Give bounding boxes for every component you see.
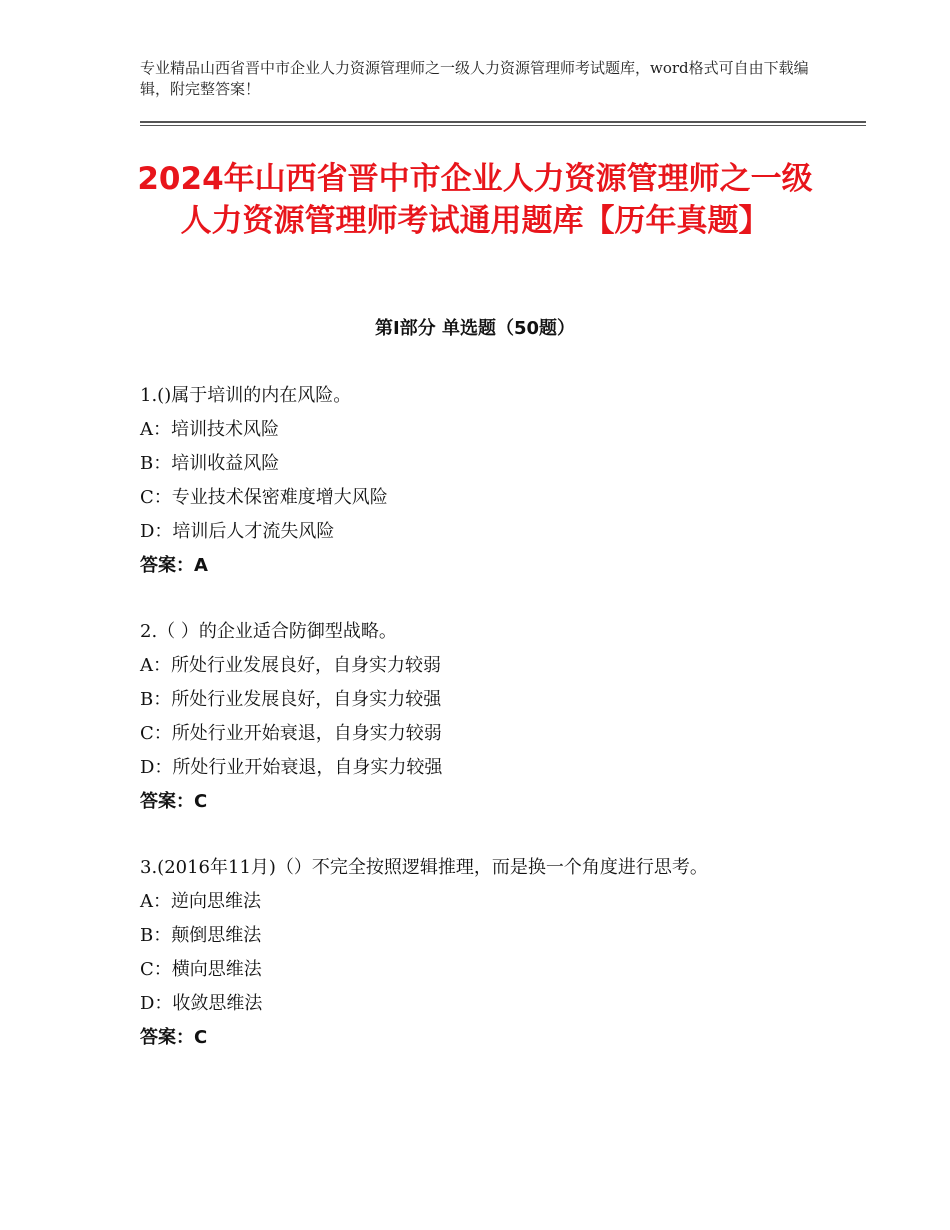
- option-a: A：所处行业发展良好，自身实力较弱: [140, 655, 441, 676]
- option-b: B：所处行业发展良好，自身实力较强: [140, 689, 442, 710]
- option-d: D：培训后人才流失风险: [140, 521, 335, 542]
- option-c: C：横向思维法: [140, 959, 262, 980]
- question-3: [140, 854, 800, 1052]
- document-title: 2024年山西省晋中市企业人力资源管理师之一级人力资源管理师考试通用题库【历年真题】: [137, 161, 813, 239]
- option-a: A：培训技术风险: [140, 419, 279, 440]
- option-a: A：逆向思维法: [140, 891, 261, 912]
- question-stem: 2.（ ）的企业适合防御型战略。: [140, 621, 397, 642]
- question-list: [140, 382, 800, 1090]
- header-note: 专业精品山西省晋中市企业人力资源管理师之一级人力资源管理师考试题库，word格式可自由下载编辑，附完整答案！: [140, 59, 809, 98]
- option-d: D：收敛思维法: [140, 993, 263, 1014]
- answer: 答案：C: [140, 791, 208, 812]
- question-1: [140, 382, 800, 580]
- question-stem: 1.()属于培训的内在风险。: [140, 385, 352, 406]
- option-c: C：专业技术保密难度增大风险: [140, 487, 388, 508]
- option-b: B：培训收益风险: [140, 453, 280, 474]
- question-stem: 3.(2016年11月)（）不完全按照逻辑推理，而是换一个角度进行思考。: [140, 857, 708, 878]
- header-rule-thick: [140, 121, 866, 123]
- header-rule-thin: [140, 125, 866, 126]
- answer: 答案：C: [140, 1027, 208, 1048]
- option-b: B：颠倒思维法: [140, 925, 262, 946]
- question-2: [140, 618, 800, 816]
- answer: 答案：A: [140, 555, 208, 576]
- section-title: 第Ⅰ部分 单选题（50题）: [374, 318, 575, 339]
- option-c: C：所处行业开始衰退，自身实力较弱: [140, 723, 442, 744]
- option-d: D：所处行业开始衰退，自身实力较强: [140, 757, 443, 778]
